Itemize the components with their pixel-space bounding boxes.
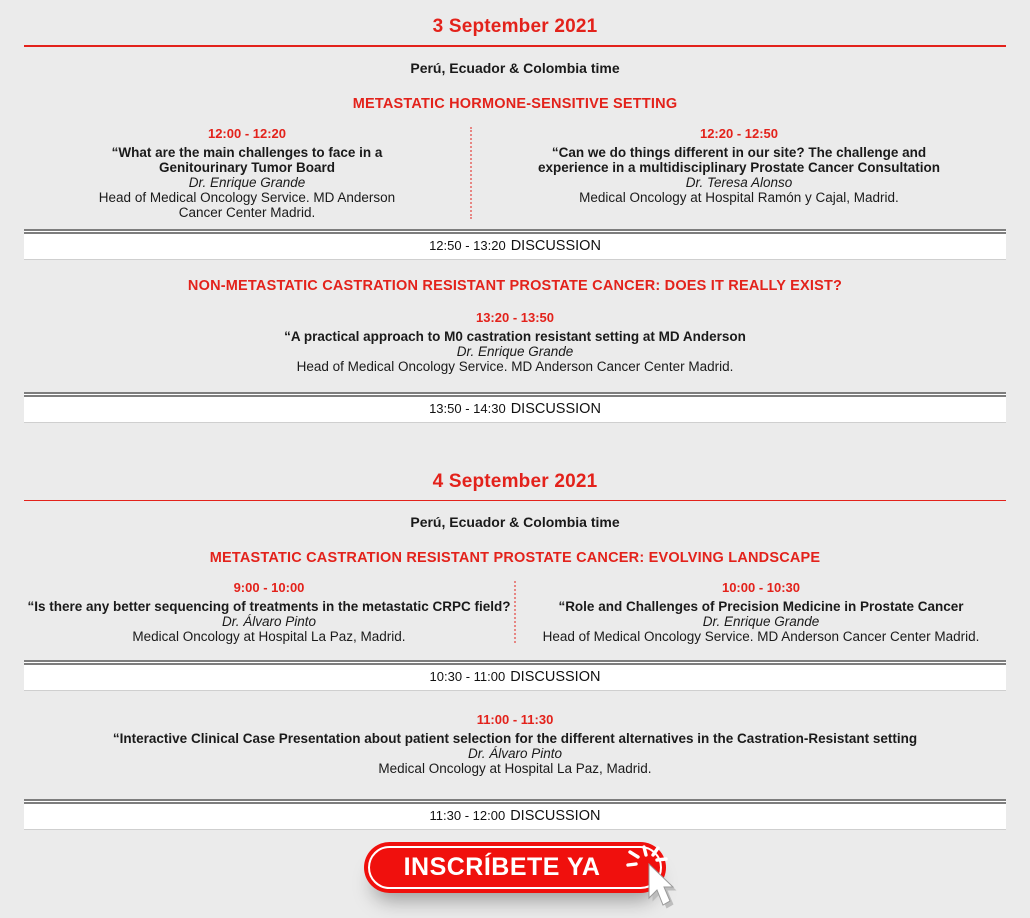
talk-affiliation: Head of Medical Oncology Service. MD Anderson Cancer Center Madrid. [542, 629, 980, 644]
day1-section [0, 16, 1030, 423]
talk-time: 13:20 - 13:50 [475, 309, 555, 325]
day2-timezone-label: Perú, Ecuador & Colombia time [410, 514, 620, 530]
talk-speaker: Dr. Álvaro Pinto [467, 746, 563, 761]
day1-date-rule [24, 45, 1006, 47]
discussion-time: 12:50 - 13:20 [429, 237, 506, 253]
talk-time: 10:00 - 10:30 [721, 580, 801, 595]
talk-speaker: Dr. Álvaro Pinto [221, 614, 317, 629]
talk-time: 12:00 - 12:20 [207, 125, 287, 141]
day1-talks-row [24, 126, 1006, 220]
discussion-band [24, 229, 1006, 260]
talk-affiliation: Head of Medical Oncology Service. MD Anderson Cancer Center Madrid. [296, 358, 734, 374]
day1-session-heading-1: METASTATIC HORMONE-SENSITIVE SETTING [352, 95, 678, 112]
talk-speaker: Dr. Enrique Grande [188, 174, 306, 190]
discussion-band [24, 799, 1006, 830]
day2-talks-row [24, 580, 1006, 644]
cta-area [0, 842, 1030, 893]
day2-session-heading-1: METASTATIC CASTRATION RESISTANT PROSTATE CANCER: EVOLVING LANDSCAPE [209, 550, 821, 566]
day1-timezone-label: Perú, Ecuador & Colombia time [410, 59, 620, 76]
discussion-label: DISCUSSION [510, 669, 601, 685]
talk-title: “A practical approach to M0 castration resistant setting at MD Anderson [284, 328, 746, 344]
register-button[interactable] [364, 842, 667, 893]
talk-item [24, 126, 470, 220]
talk-title: “What are the main challenges to face in a Genitourinary Tumor Board [111, 144, 383, 175]
discussion-label: DISCUSSION [510, 808, 601, 824]
discussion-time: 10:30 - 11:00 [429, 669, 506, 684]
talk-speaker: Dr. Enrique Grande [456, 343, 574, 359]
talk-affiliation: Medical Oncology at Hospital Ramón y Cajal, Madrid. [579, 189, 899, 205]
talk-title: “Is there any better sequencing of treatments in the metastatic CRPC field? [27, 599, 511, 614]
discussion-band [24, 392, 1006, 423]
talk-time: 11:00 - 11:30 [476, 712, 554, 727]
discussion-time: 11:30 - 12:00 [429, 808, 506, 823]
talk-affiliation: Medical Oncology at Hospital La Paz, Madrid. [132, 629, 406, 644]
talk-item [472, 126, 1006, 220]
day1-session-heading-2: NON-METASTATIC CASTRATION RESISTANT PROSTATE CANCER: DOES IT REALLY EXIST? [187, 277, 843, 294]
talk-speaker: Dr. Teresa Alonso [685, 174, 793, 190]
talk-title: “Role and Challenges of Precision Medicine in Prostate Cancer [558, 599, 964, 614]
talk-time: 12:20 - 12:50 [699, 125, 779, 141]
talk-affiliation: Medical Oncology at Hospital La Paz, Madrid. [378, 761, 652, 776]
talk-item [24, 580, 514, 644]
discussion-label: DISCUSSION [510, 400, 601, 417]
talk-item [0, 310, 1030, 374]
day2-section [0, 471, 1030, 831]
talk-speaker: Dr. Enrique Grande [702, 614, 820, 629]
discussion-label: DISCUSSION [510, 237, 601, 254]
discussion-band [24, 660, 1006, 691]
talk-item [516, 580, 1006, 644]
talk-item [0, 712, 1030, 776]
register-button-label: INSCRÍBETE YA [403, 853, 601, 881]
click-cursor-icon [622, 845, 682, 918]
talk-affiliation: Head of Medical Oncology Service. MD Anderson Cancer Center Madrid. [98, 189, 396, 220]
talk-title: “Interactive Clinical Case Presentation about patient selection for the different alternatives in the Castration-Resistant setting [112, 731, 918, 746]
talk-time: 9:00 - 10:00 [233, 580, 305, 595]
day1-date-heading: 3 September 2021 [432, 16, 598, 37]
day2-date-rule [24, 500, 1006, 502]
day2-date-heading: 4 September 2021 [432, 470, 598, 492]
discussion-time: 13:50 - 14:30 [429, 400, 506, 416]
talk-title: “Can we do things different in our site? The challenge and experience in a multidisciplinary Prostate Cancer Consultation [537, 144, 941, 175]
